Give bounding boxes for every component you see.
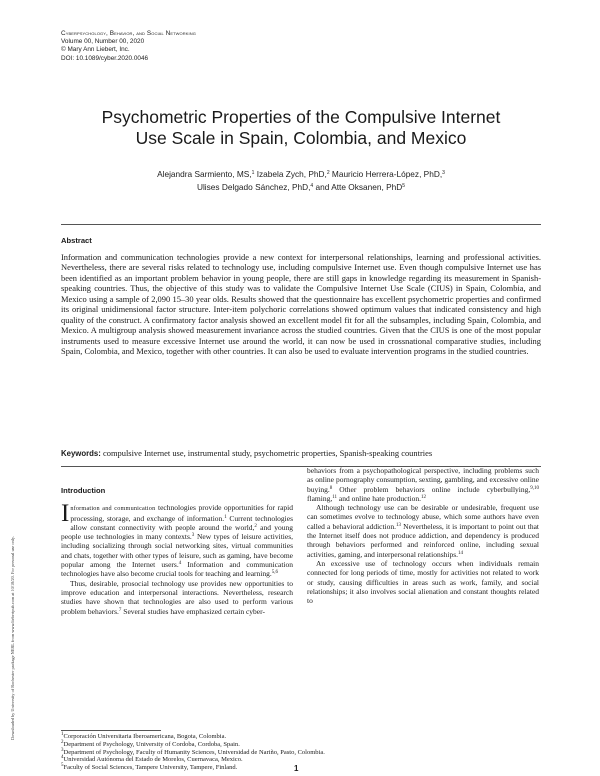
affiliation-item (61, 741, 325, 749)
text-run: Information and communication technologies have also become crucial tools for teaching and learning. (61, 560, 293, 579)
author: Izabela Zych, PhD, (256, 169, 327, 179)
abstract-text: Information and communication technologies provide a new context for interpersonal relationships, learning and professional activities. Nevertheless, there are several risks related to technology use, including compulsive Internet use. Even though compulsive Internet use has been identified as an important problem behavior in young people, there are still gaps in knowledge regarding its measurement in Spanish-speaking countries. Thus, the objective of this study was to validate the Compulsive Internet Use Scale (CIUS) in Spain, Colombia, and Mexico using a sample of 2,090 15–30 year olds. Results showed that the questionnaire has excellent psychometric properties and confirmed its original unidimensional factor structure. Inter-item polychoric correlations showed optimum values that indicated consistency and high quality of the construct. A confirmatory factor analysis showed an excellent model fit for all the subsamples, including Spain, Colombia, and Mexico. A multigroup analysis showed measurement invariance across the studied countries. Given that the CIUS is one of the most popular instruments used to measure excessive Internet use around the world, it can now be used in crossnational comparative studies, including Spain, Colombia, and Mexico, together with other countries. It can also be used to evaluate intervention programs in the studied countries. (61, 252, 541, 357)
citation-sup[interactable]: 13 (396, 522, 402, 528)
text-run: Current technologies allow constant connectivity with people around the world, (70, 513, 293, 532)
citation-sup[interactable]: 2 (254, 523, 257, 529)
intro-smallcaps: nformation and communication (70, 505, 156, 513)
affil-sup: 4 (61, 755, 64, 761)
text-run: New types of leisure activities, including socializing through social networking sites, virtual communities and chats, together with other types of leisure, such as gaming, have become popular among the Internet users. (61, 532, 294, 570)
author-line-1 (61, 168, 541, 181)
citation-sup[interactable]: 12 (420, 494, 426, 500)
author-affil-sup: 3 (442, 170, 445, 176)
affil-text: Universidad Autónoma del Estado de Morelos, Cuernavaca, Mexico. (63, 756, 243, 764)
author-affil-sup: 1 (251, 170, 255, 176)
citation-sup[interactable]: 5,6 (271, 570, 279, 576)
download-side-note: Downloaded by University of Rochester package NERL from www.liebertpub.com at 10/18/20. For personal use only. (10, 536, 15, 740)
text-run: Several studies have emphasized certain cyber- (121, 606, 265, 616)
citation-sup[interactable]: 9,10 (530, 485, 539, 491)
abstract-heading: Abstract (61, 236, 92, 245)
introduction-heading: Introduction (61, 486, 106, 495)
affil-sup: 2 (61, 739, 64, 745)
journal-copyright: © Mary Ann Liebert, Inc. (61, 46, 130, 54)
affil-text: Department of Psychology, University of Cordoba, Cordoba, Spain. (63, 740, 240, 748)
affiliations (61, 733, 325, 772)
journal-doi[interactable]: DOI: 10.1089/cyber.2020.0046 (61, 54, 149, 62)
citation-sup[interactable]: 4 (178, 561, 182, 567)
text-run: and online hate production. (337, 493, 421, 503)
drop-cap: I (61, 500, 70, 528)
journal-volume: Volume 00, Number 00, 2020 (61, 38, 145, 46)
author-line-2 (61, 181, 541, 194)
text-run: Although technology use can be desirable or undesirable, frequent use can sometimes evolve to technology abuse, which some authors have even called a behavioral addiction. (307, 503, 539, 531)
intro-paragraph-1 (61, 500, 294, 579)
title-line-2: Use Scale in Spain, Colombia, and Mexico (135, 128, 467, 148)
citation-sup[interactable]: 14 (458, 550, 464, 556)
journal-header (61, 30, 196, 63)
affiliation-item (61, 764, 325, 772)
author: and Atte Oksanen, PhD (315, 182, 403, 192)
paper-title (61, 107, 541, 149)
keywords (61, 448, 541, 459)
right-paragraph-2 (307, 503, 539, 559)
text-run: technologies provide opportunities for rapid processing, storage, and exchange of information. (70, 503, 293, 523)
abstract-top-rule (61, 224, 541, 225)
affil-text: Corporación Universitaria Iberoamericana, Bogota, Colombia. (63, 733, 227, 740)
citation-sup[interactable]: 8 (329, 485, 333, 491)
affiliation-item (61, 733, 325, 741)
author-affil-sup: 4 (310, 183, 314, 189)
right-column (307, 466, 539, 605)
affil-sup: 5 (61, 763, 64, 769)
author: Mauricio Herrera-López, PhD, (331, 169, 443, 179)
citation-sup[interactable]: 3 (191, 533, 195, 539)
affil-sup: 1 (61, 732, 64, 737)
journal-name: Cyberpsychology, Behavior, and Social Networking (61, 30, 196, 37)
text-run: flaming, (307, 493, 333, 503)
citation-sup[interactable]: 11 (332, 494, 338, 500)
citation-sup[interactable]: 7 (118, 607, 122, 613)
affil-text: Department of Psychology, Faculty of Humanity Sciences, Universidad de Nariño, Pasto, Colombia. (63, 748, 325, 756)
author: Alejandra Sarmiento, MS, (157, 169, 252, 179)
left-column (61, 486, 293, 616)
text-run: behaviors from a psychopathological perspective, including problems such as online pornography consumption, sexting, gambling, and excessive online buying. (307, 466, 539, 494)
keywords-label: Keywords: (61, 449, 101, 458)
text-run: Nevertheless, it is important to point out that the Internet itself does not produce addiction, and dependency is produced through behaviors performed and reinforced online, including sexual activities, gaming, and interpersonal relationships. (307, 521, 539, 559)
title-line-1: Psychometric Properties of the Compulsive Internet (101, 107, 501, 127)
text-run: Thus, desirable, prosocial technology use provides new opportunities to improve education and interpersonal interactions. Nevertheless, research studies have shown that technologies are also used to perform various problem behaviors. (61, 578, 293, 616)
author-affil-sup: 5 (402, 183, 406, 189)
intro-paragraph-2 (61, 579, 293, 616)
author-affil-sup: 2 (326, 170, 330, 176)
author: Ulises Delgado Sánchez, PhD, (196, 182, 311, 192)
affil-text: Faculty of Social Sciences, Tampere University, Tampere, Finland. (63, 764, 238, 772)
right-paragraph-1 (307, 466, 539, 503)
page-number: 1 (294, 764, 299, 773)
text-run: and young people use technologies in many contexts. (61, 522, 293, 542)
author-list (61, 168, 541, 194)
citation-sup[interactable]: 1 (224, 514, 227, 520)
affil-sup: 3 (61, 747, 64, 753)
keywords-text: compulsive Internet use, instrumental study, psychometric properties, Spanish-speaking countries (102, 448, 433, 458)
affiliation-rule (61, 730, 161, 731)
right-paragraph-3: An excessive use of technology occurs when individuals remain connected for long periods of time, mostly for activities not related to work or study, causing difficulties in areas such as work, family, and social relationships; it also involves social alienation and constant thoughts related to (307, 558, 539, 606)
text-run: Other problem behaviors online include cyberbullying, (332, 484, 531, 494)
